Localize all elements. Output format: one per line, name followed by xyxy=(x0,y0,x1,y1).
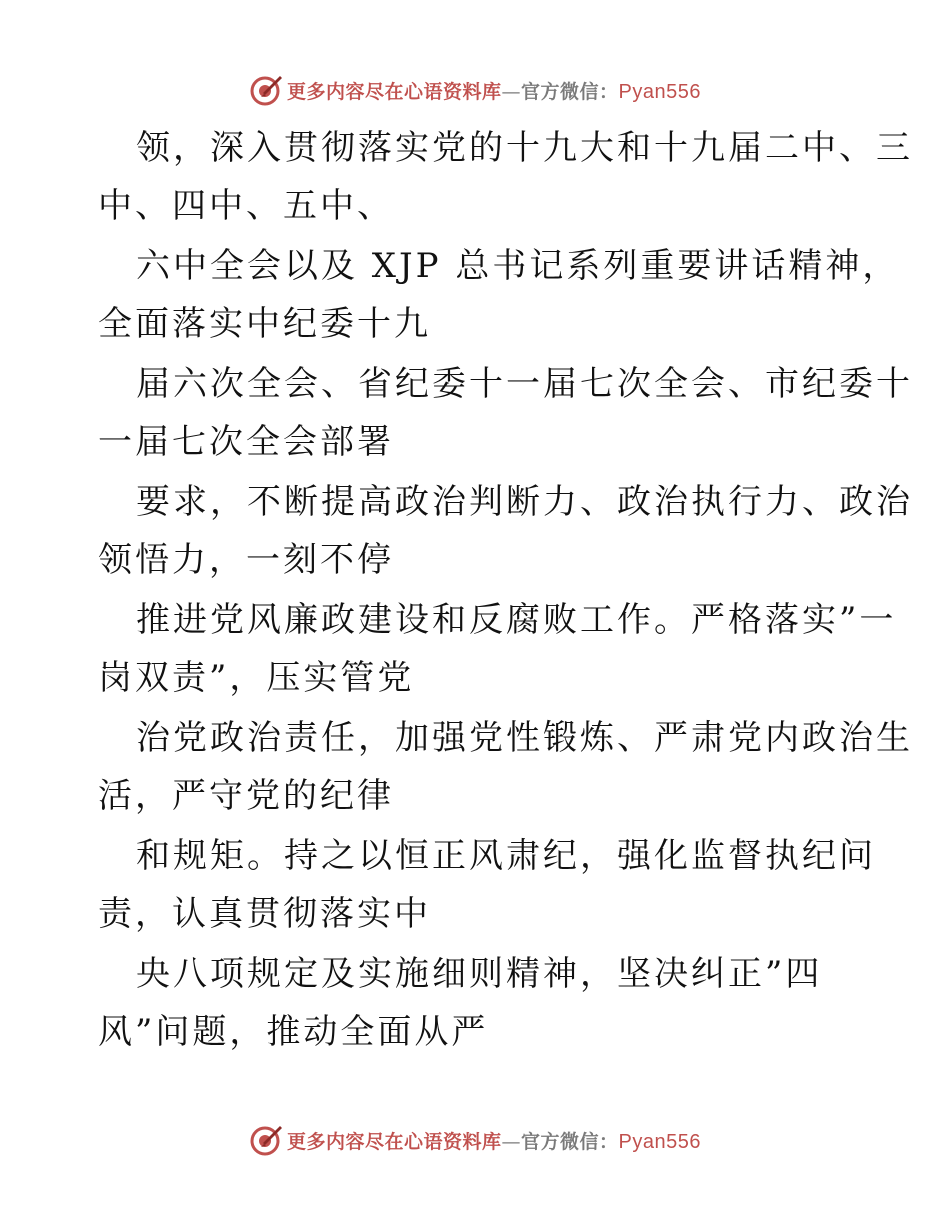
body-line: 领，深入贯彻落实党的十九大和十九届二中、三 xyxy=(136,128,913,168)
body-line: 风”问题，推动全面从严 xyxy=(98,1012,489,1052)
body-line: 六中全会以及 XJP 总书记系列重要讲话精神， xyxy=(136,246,900,286)
body-line: 责，认真贯彻落实中 xyxy=(98,894,431,934)
watermark-brand: 更多内容尽在心语资料库 xyxy=(287,1130,502,1153)
watermark-label: 官方微信： xyxy=(521,1130,619,1153)
watermark-brand: 更多内容尽在心语资料库 xyxy=(287,80,502,103)
body-line: 要求，不断提高政治判断力、政治执行力、政治 xyxy=(136,482,913,522)
footer-watermark xyxy=(0,1118,950,1162)
header-watermark xyxy=(0,68,950,112)
body-line: 和规矩。持之以恒正风肃纪，强化监督执纪问 xyxy=(136,836,876,876)
watermark-wechat-id: Pyan556 xyxy=(618,80,701,103)
body-line: 一届七次全会部署 xyxy=(98,422,394,462)
watermark-label: 官方微信： xyxy=(521,80,619,103)
watermark-wechat-id: Pyan556 xyxy=(618,1130,701,1153)
body-line: 央八项规定及实施细则精神，坚决纠正”四 xyxy=(136,954,823,994)
watermark-text xyxy=(287,1127,701,1154)
watermark-dash: — xyxy=(501,80,522,103)
watermark-text xyxy=(287,77,701,104)
body-line: 活，严守党的纪律 xyxy=(98,776,394,816)
body-line: 领悟力，一刻不停 xyxy=(98,540,394,580)
quill-logo-icon xyxy=(249,1123,283,1157)
quill-logo-icon xyxy=(249,73,283,107)
body-line: 全面落实中纪委十九 xyxy=(98,304,431,344)
body-line: 届六次全会、省纪委十一届七次全会、市纪委十 xyxy=(136,364,913,404)
body-line: 推进党风廉政建设和反腐败工作。严格落实”一 xyxy=(136,600,897,640)
body-line: 岗双责”，压实管党 xyxy=(98,658,415,698)
body-line: 治党政治责任，加强党性锻炼、严肃党内政治生 xyxy=(136,718,913,758)
watermark-dash: — xyxy=(501,1130,522,1153)
body-line: 中、四中、五中、 xyxy=(98,186,394,226)
